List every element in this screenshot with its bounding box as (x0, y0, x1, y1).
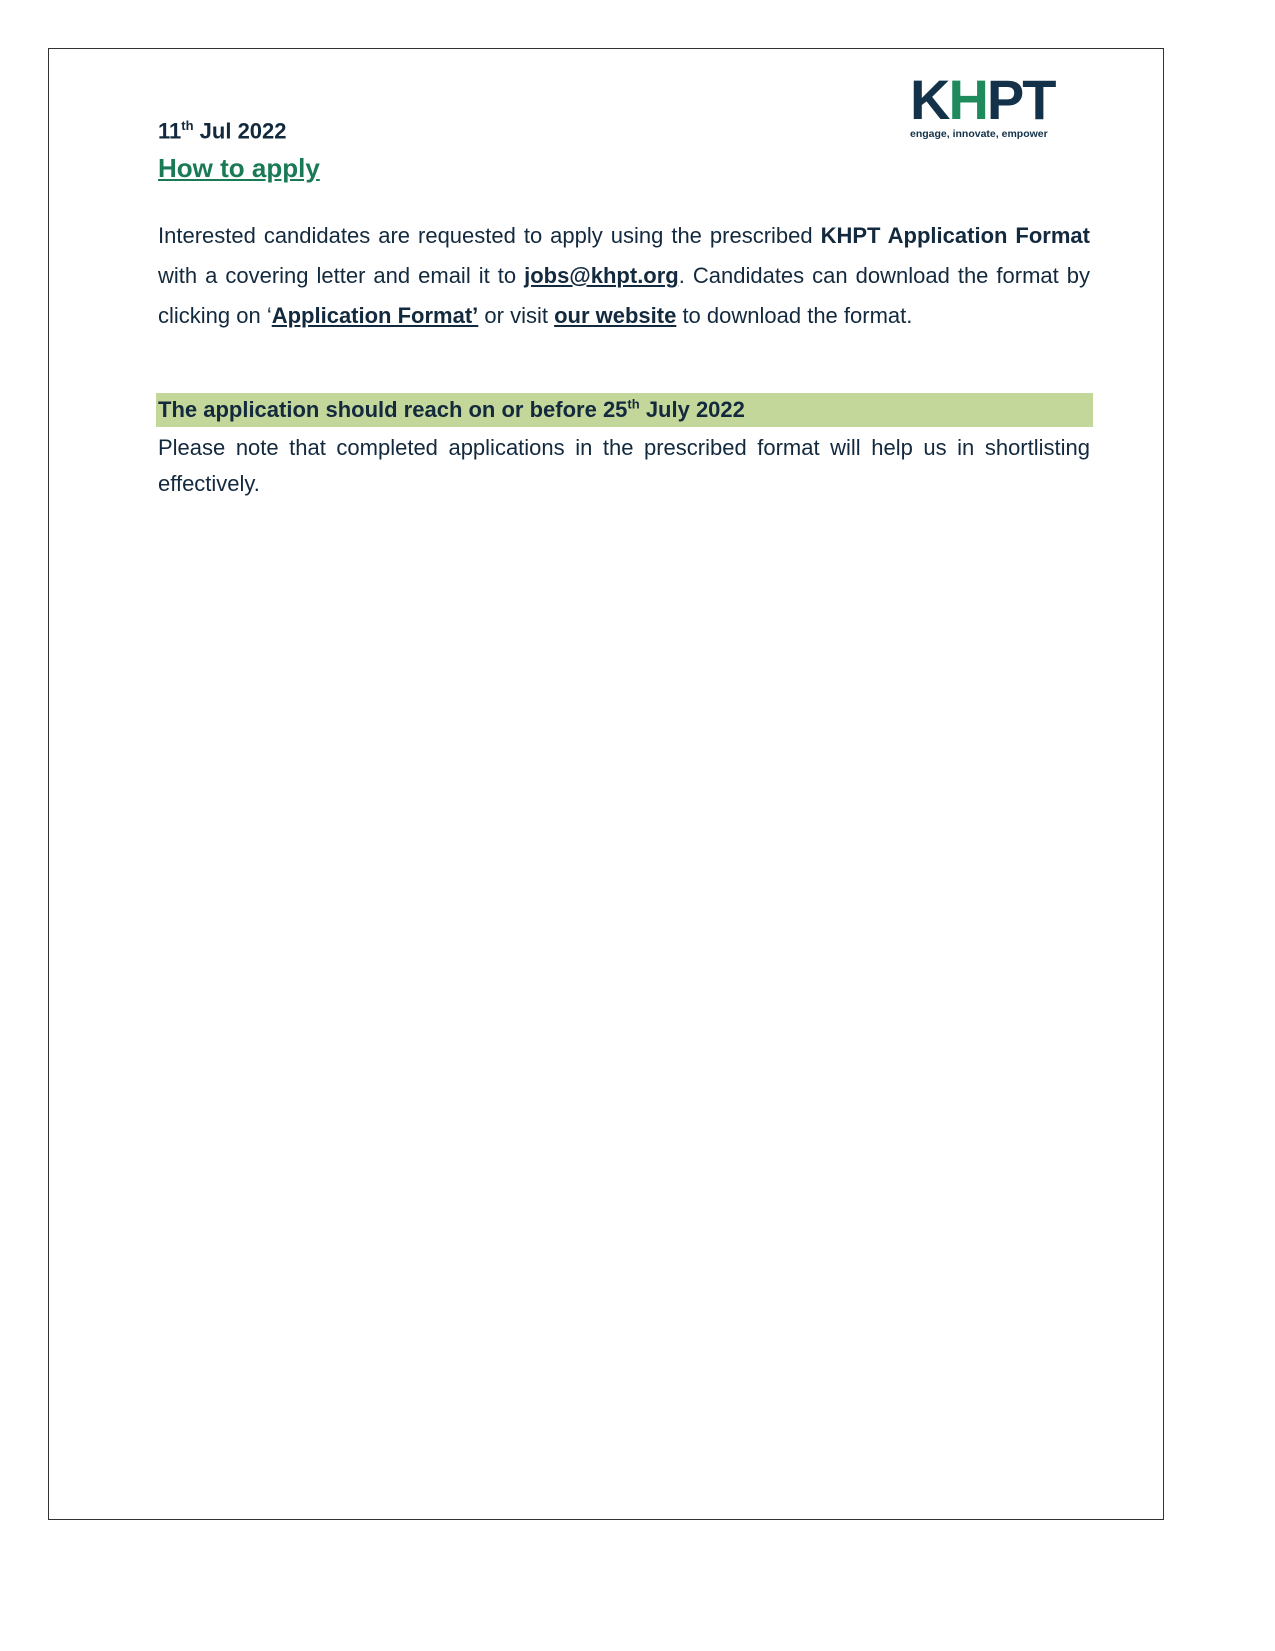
khpt-logo (910, 68, 1060, 140)
logo-h: H (948, 68, 987, 131)
page-title: How to apply (158, 153, 320, 183)
text: . Candidates can download the format by clicking on ‘ (158, 263, 1090, 328)
deadline-text: The application should reach on or before 25 (158, 397, 628, 422)
date-day: 11 (158, 118, 182, 144)
date-month-year: Jul 2022 (199, 118, 287, 144)
deadline-suffix: th (627, 396, 640, 412)
logo-tagline: engage, innovate, empower (910, 128, 1048, 140)
application-format-name: KHPT Application Format (820, 223, 1090, 248)
instructions-paragraph (158, 216, 1090, 336)
logo-pt: PT (986, 68, 1055, 131)
text: Interested candidates are requested to apply using the prescribed (158, 223, 821, 248)
deadline-banner (156, 393, 1093, 427)
application-format-link[interactable]: Application Format’ (271, 303, 479, 328)
document-date (158, 118, 287, 144)
text: to download the format. (676, 303, 913, 328)
date-suffix: th (181, 118, 194, 133)
website-link[interactable]: our website (554, 303, 677, 328)
logo-mark (910, 68, 1060, 131)
text: with a covering letter and email it to (158, 263, 525, 288)
note-paragraph: Please note that completed applications in the prescribed format will help us in shortlisting effectively. (158, 435, 1090, 496)
deadline-rest: July 2022 (639, 397, 745, 422)
text: or visit (478, 303, 555, 328)
email-link[interactable]: jobs@khpt.org (524, 263, 679, 288)
logo-k: K (910, 68, 949, 131)
